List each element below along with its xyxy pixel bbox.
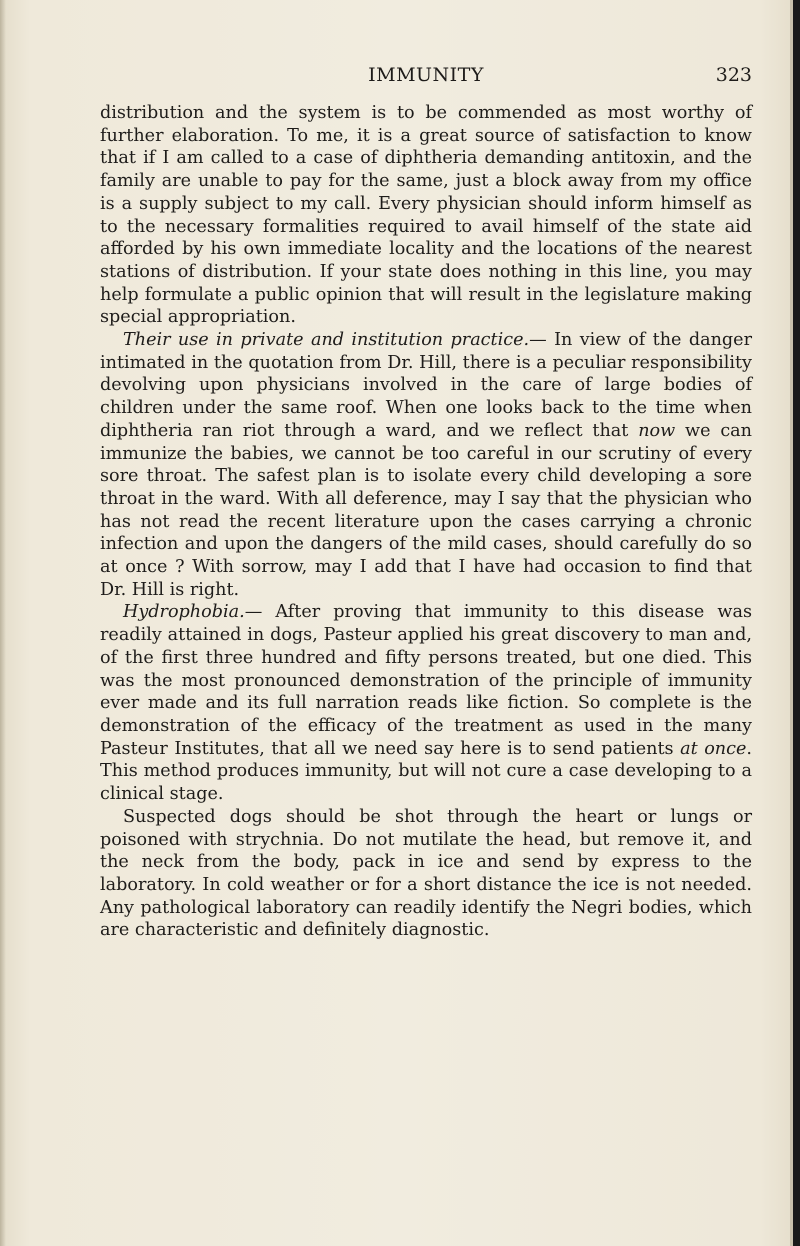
gutter-shadow	[0, 0, 6, 1246]
emphasis-text: now	[638, 420, 676, 441]
emphasis-text: at once	[680, 738, 747, 759]
paragraph-text: — In view of the danger intimated in the quotation from Dr. Hill, there is a peculiar responsibility devolving upon physicians involved in the care of large bodies of children under the same roof. When one looks back to the time when diphtheria ran riot through a ward, and we reflect that	[100, 330, 752, 441]
body-text	[100, 102, 752, 942]
paragraph-text: we can immunize the babies, we cannot be too careful in our scrutiny of every sore throat. The safest plan is to isolate every child developing a sore throat in the ward. With all deference, may I say that the physician who has not read the recent literature upon the cases carrying a chronic infection and upon the dangers of the mild cases, should carefully do so at once ? With sorrow, may I add that I have had occasion to find that Dr. Hill is right.	[100, 420, 752, 600]
paragraph-distribution	[100, 102, 752, 329]
paragraph-text: distribution and the system is to be commended as most worthy of further elaboration. To me, it is a great source of satisfaction to know that if I am called to a case of diphtheria demanding antitoxin, and the family are unable to pay for the same, just a block away from my office is a supply subject to my call. Every physician should inform himself as to the necessary formalities required to avail himself of the state aid afforded by his own immediate locality and the locations of the nearest stations of distribution. If your state does nothing in this line, you may help formulate a public opinion that will result in the legislature making special appropriation.	[100, 103, 752, 328]
scan-border	[793, 0, 800, 1246]
page-header	[100, 64, 752, 92]
paragraph-suspected-dogs	[100, 806, 752, 942]
section-lead: Their use in private and institution practice.	[123, 330, 530, 351]
paragraph-text: . This method produces immunity, but will not cure a case developing to a clinical stage.	[100, 738, 752, 805]
running-head: IMMUNITY	[368, 64, 484, 86]
paragraph-text: — After proving that immunity to this disease was readily attained in dogs, Pasteur applied his great discovery to man and, of the first three hundred and fifty persons treated, but one died. This was the most pronounced demonstration of the principle of immunity ever made and its full narration reads like fiction. So complete is the demonstration of the efficacy of the treatment as used in the many Pasteur Institutes, that all we need say here is to send patients	[100, 602, 752, 759]
page-number: 323	[715, 64, 752, 86]
section-lead: Hydrophobia.	[123, 602, 245, 623]
paragraph-text: Suspected dogs should be shot through the heart or lungs or poisoned with strychnia. Do not mutilate the head, but remove it, and the neck from the body, pack in ice and send by express to the laboratory. In cold weather or for a short distance the ice is not needed. Any pathological laboratory can readily identify the Negri bodies, which are characteristic and definitely diagnostic.	[100, 806, 752, 941]
paragraph-institution-practice	[100, 329, 752, 601]
paragraph-hydrophobia	[100, 601, 752, 805]
